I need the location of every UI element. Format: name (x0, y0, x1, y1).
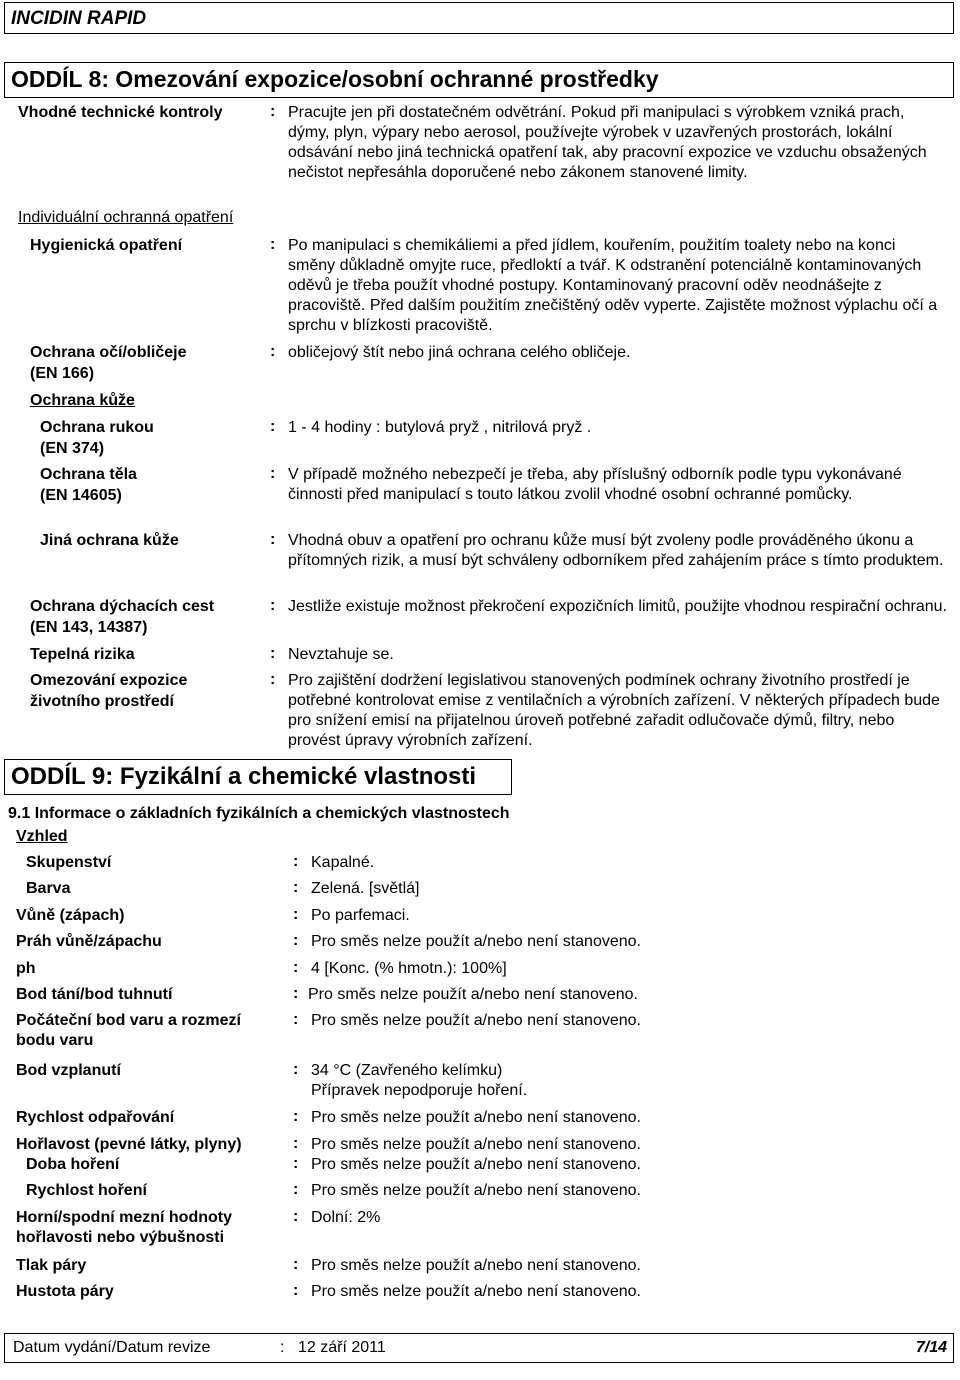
burn-rate-value: Pro směs nelze použít a/nebo není stanoveno. (311, 1182, 641, 1199)
respiratory-label: Ochrana dýchacích cest (30, 598, 215, 615)
odor-label: Vůně (zápach) (16, 907, 125, 924)
section8-title: ODDÍL 8: Omezování expozice/osobní ochranné prostředky (11, 66, 659, 92)
other-skin-label: Jiná ochrana kůže (40, 532, 179, 549)
colon: : (293, 1011, 299, 1028)
ph-value: 4 [Konc. (% hmotn.): 100%] (311, 960, 507, 977)
colon: : (270, 671, 276, 688)
footer-label: Datum vydání/Datum revize (13, 1339, 211, 1356)
vapor-density-value: Pro směs nelze použít a/nebo není stanoveno. (311, 1283, 641, 1300)
odor-threshold-value: Pro směs nelze použít a/nebo není stanoveno. (311, 933, 641, 950)
colon: : (293, 1181, 299, 1198)
colon: : (293, 1155, 299, 1172)
tech-controls-label: Vhodné technické kontroly (18, 104, 223, 121)
flammability-value: Pro směs nelze použít a/nebo není stanoveno. (311, 1136, 641, 1153)
vapor-density-label: Hustota páry (16, 1283, 114, 1300)
colon: : (293, 932, 299, 949)
section9-title: ODDÍL 9: Fyzikální a chemické vlastnosti (11, 763, 477, 790)
odor-threshold-label: Práh vůně/zápachu (16, 933, 162, 950)
colon: : (293, 985, 299, 1002)
burn-time-label: Doba hoření (26, 1156, 120, 1173)
page-number: 7/14 (915, 1339, 947, 1356)
color-label: Barva (26, 880, 71, 897)
thermal-value: Nevztahuje se. (288, 646, 394, 663)
colon: : (270, 236, 276, 253)
body-value: V případě možného nebezpečí je třeba, aby příslušný odborník podle typu vykonávané činnosti před manipulací s touto látkou zvolil vhodné osobní ochranné pomůcky. (288, 466, 902, 503)
product-name: INCIDIN RAPID (11, 8, 147, 29)
odor-value: Po parfemaci. (311, 907, 410, 924)
environment-label-2: životního prostředí (30, 693, 174, 710)
colon: : (270, 597, 276, 614)
skin-heading: Ochrana kůže (30, 392, 135, 409)
colon: : (293, 1282, 299, 1299)
color-value: Zelená. [světlá] (311, 880, 420, 897)
footer-date: 12 září 2011 (298, 1339, 386, 1356)
footer-bar (4, 1333, 954, 1363)
eye-label: Ochrana očí/obličeje (30, 344, 187, 361)
colon: : (293, 853, 299, 870)
colon: : (280, 1339, 285, 1356)
colon: : (270, 645, 276, 662)
colon: : (270, 531, 276, 548)
colon: : (293, 959, 299, 976)
melting-label: Bod tání/bod tuhnutí (16, 986, 173, 1003)
flammability-label: Hořlavost (pevné látky, plyny) (16, 1136, 242, 1153)
explosive-value: Dolní: 2% (311, 1209, 381, 1226)
hand-label: Ochrana rukou (40, 419, 154, 436)
colon: : (293, 1061, 299, 1078)
flash-value: 34 °C (Zavřeného kelímku) (311, 1062, 503, 1079)
colon: : (270, 343, 276, 360)
respiratory-label-en: (EN 143, 14387) (30, 619, 148, 636)
colon: : (293, 1135, 299, 1152)
colon: : (270, 465, 276, 482)
flash-note: Přípravek nepodporuje hoření. (311, 1082, 528, 1099)
evaporation-label: Rychlost odpařování (16, 1109, 175, 1126)
other-skin-value: Vhodná obuv a opatření pro ochranu kůže musí být zvoleny podle prováděného úkonu a přítomných rizik, a musí být schváleny odborníkem před zahájením práce s tímto produktem. (288, 532, 944, 569)
vapor-pressure-value: Pro směs nelze použít a/nebo není stanoveno. (311, 1257, 641, 1274)
colon: : (293, 1108, 299, 1125)
eye-label-en: (EN 166) (30, 365, 95, 382)
state-value: Kapalné. (311, 854, 375, 871)
section8-title-box (4, 62, 954, 98)
explosive-label: Horní/spodní mezní hodnoty (16, 1209, 232, 1226)
colon: : (270, 103, 276, 120)
explosive-label-2: hořlavosti nebo výbušnosti (16, 1229, 225, 1246)
hygiene-value: Po manipulaci s chemikáliemi a před jídlem, kouřením, použitím toalety nebo na konci směny důkladně omyjte ruce, předloktí a tvář. K odstranění potenciálně kontaminovaných oděvů je třeba použít vhodné postupy. Kontaminovaný pracovní oděv neodnášejte z pracoviště. Před dalším použitím znečištěný oděv vyperte. Zajistěte možnost výplachu očí a sprchu v blízkosti pracoviště. (288, 237, 938, 334)
environment-value: Pro zajištění dodržení legislativou stanovených podmínek ochrany životního prostředí je potřebné kontrolovat emise z ventilačních a výrobních zařízení. V některých případech bude pro snížení emisí na přijatelnou úroveň potřebné zařadit odlučovače dýmů, filtry, nebo provést úpravy výrobních zařízení. (288, 672, 940, 749)
respiratory-value: Jestliže existuje možnost překročení expozičních limitů, použijte vhodnou respirační ochranu. (288, 598, 947, 615)
boiling-label: Počáteční bod varu a rozmezí (16, 1012, 241, 1029)
colon: : (293, 1256, 299, 1273)
vapor-pressure-label: Tlak páry (16, 1257, 87, 1274)
evaporation-value: Pro směs nelze použít a/nebo není stanoveno. (311, 1109, 641, 1126)
appearance-heading: Vzhled (16, 828, 68, 845)
colon: : (293, 906, 299, 923)
tech-controls-value: Pracujte jen při dostatečném odvětrání. Pokud při manipulaci s výrobkem vzniká prach, dýmy, plyn, výpary nebo aerosol, používejte výrobek v uzavřených prostorách, lokální odsávání nebo jiná technická opatření tak, aby pracovní expozice ve vzduchu obsažených nečistot nepřesáhla doporučené nebo zákonem stanovené limity. (288, 104, 927, 181)
burn-time-value: Pro směs nelze použít a/nebo není stanoveno. (311, 1156, 641, 1173)
body-label: Ochrana těla (40, 466, 137, 483)
hand-label-en: (EN 374) (40, 440, 105, 457)
header-bar (4, 2, 954, 34)
flash-label: Bod vzplanutí (16, 1062, 121, 1079)
section9-title-box (4, 759, 512, 795)
boiling-value: Pro směs nelze použít a/nebo není stanoveno. (311, 1012, 641, 1029)
hygiene-label: Hygienická opatření (30, 237, 183, 254)
colon: : (270, 418, 276, 435)
melting-value: Pro směs nelze použít a/nebo není stanoveno. (308, 986, 638, 1003)
body-label-en: (EN 14605) (40, 487, 122, 504)
thermal-label: Tepelná rizika (30, 646, 135, 663)
ph-label: ph (16, 960, 36, 977)
eye-value: obličejový štít nebo jiná ochrana celého obličeje. (288, 344, 631, 361)
burn-rate-label: Rychlost hoření (26, 1182, 147, 1199)
hand-value: 1 - 4 hodiny : butylová pryž , nitrilová pryž . (288, 419, 592, 436)
colon: : (293, 879, 299, 896)
state-label: Skupenství (26, 854, 112, 871)
environment-label: Omezování expozice (30, 672, 188, 689)
individual-heading: Individuální ochranná opatření (18, 209, 234, 226)
section9-subtitle: 9.1 Informace o základních fyzikálních a chemických vlastnostech (8, 805, 510, 822)
boiling-label-2: bodu varu (16, 1032, 94, 1049)
colon: : (293, 1208, 299, 1225)
